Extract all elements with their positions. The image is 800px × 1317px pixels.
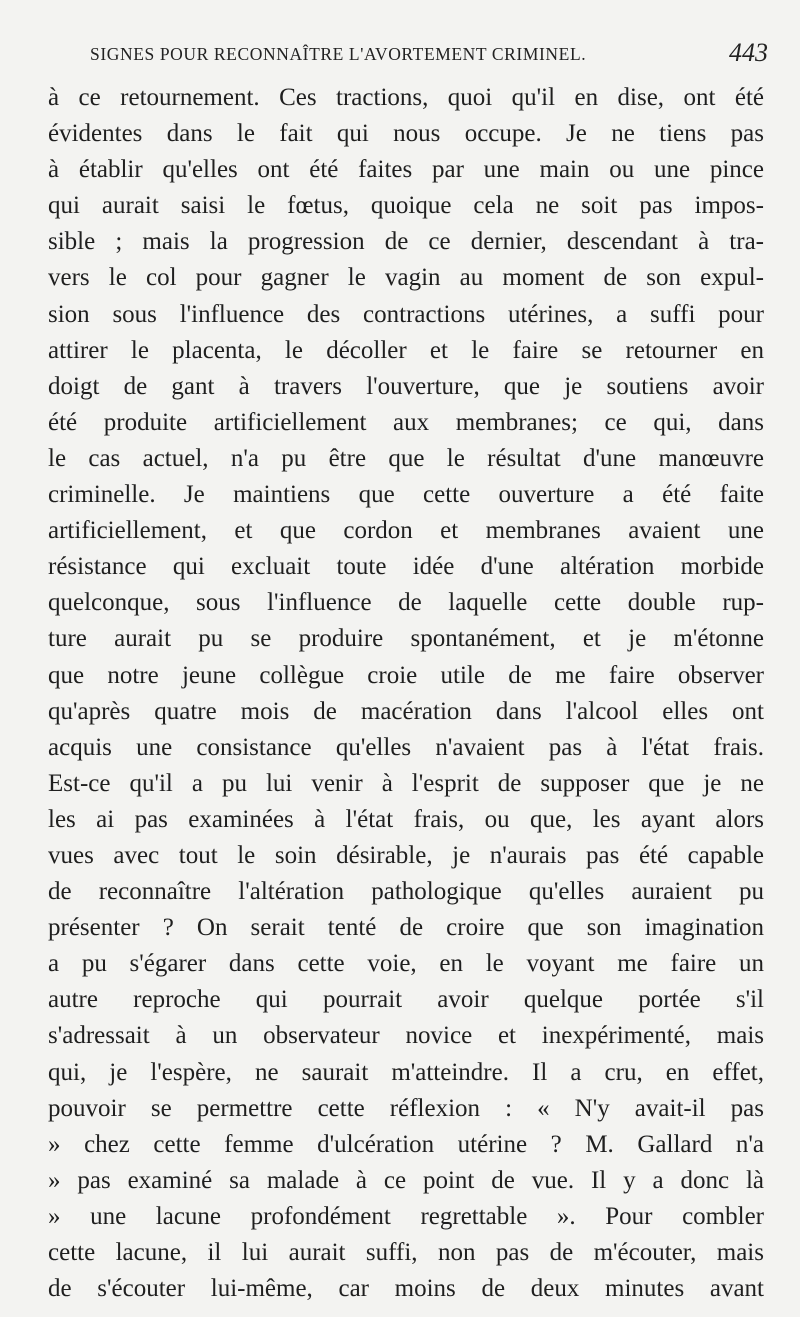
running-head (90, 40, 770, 70)
text-line: » chez cette femme d'ulcération utérine ? M. Gallard n'a (48, 1130, 764, 1158)
text-line: » une lacune profondément regrettable ». Pour combler (48, 1202, 764, 1230)
text-line: doigt de gant à travers l'ouverture, que je soutiens avoir (48, 372, 764, 400)
text-line: présenter ? On serait tenté de croire que son imagination (48, 914, 764, 942)
text-line: » pas examiné sa malade à ce point de vue. Il y a donc là (48, 1166, 764, 1194)
text-line: Est-ce qu'il a pu lui venir à l'esprit de supposer que je ne (48, 769, 764, 797)
text-line: autre reproche qui pourrait avoir quelque portée s'il (48, 986, 764, 1014)
text-line: les ai pas examinées à l'état frais, ou que, les ayant alors (48, 805, 764, 833)
text-line: vues avec tout le soin désirable, je n'aurais pas été capable (48, 841, 764, 869)
page-number: 443 (729, 38, 768, 67)
text-line: s'adressait à un observateur novice et inexpérimenté, mais (48, 1022, 764, 1050)
running-title: SIGNES POUR RECONNAÎTRE L'AVORTEMENT CRIMINEL. (90, 44, 587, 64)
text-line: de reconnaître l'altération pathologique qu'elles auraient pu (48, 878, 764, 906)
text-line: acquis une consistance qu'elles n'avaient pas à l'état frais. (48, 733, 764, 761)
text-line: artificiellement, et que cordon et membranes avaient une (48, 517, 764, 545)
text-line: de s'écouter lui-même, car moins de deux minutes avant (48, 1275, 764, 1303)
body-text (48, 80, 764, 1307)
text-line: que notre jeune collègue croie utile de me faire observer (48, 661, 764, 689)
text-line: évidentes dans le fait qui nous occupe. Je ne tiens pas (48, 120, 764, 148)
text-line: vers le col pour gagner le vagin au moment de son expul- (48, 264, 764, 292)
text-line: ture aurait pu se produire spontanément, et je m'étonne (48, 625, 764, 653)
text-line: attirer le placenta, le décoller et le faire se retourner en (48, 336, 764, 364)
text-line: à ce retournement. Ces tractions, quoi qu'il en dise, ont été (48, 84, 764, 111)
text-line: cette lacune, il lui aurait suffi, non pas de m'écouter, mais (48, 1239, 764, 1266)
text-line: pouvoir se permettre cette réflexion : « N'y avait-il pas (48, 1094, 764, 1122)
text-line: qu'après quatre mois de macération dans l'alcool elles ont (48, 697, 764, 725)
text-line: été produite artificiellement aux membranes; ce qui, dans (48, 408, 764, 436)
text-line: qui, je l'espère, ne saurait m'atteindre. Il a cru, en effet, (48, 1058, 764, 1086)
text-line: le cas actuel, n'a pu être que le résultat d'une manœuvre (48, 444, 764, 472)
text-line: sion sous l'influence des contractions utérines, a suffi pour (48, 300, 764, 328)
text-line: quelconque, sous l'influence de laquelle cette double rup- (48, 589, 764, 617)
text-line: sible ; mais la progression de ce dernier, descendant à tra- (48, 228, 764, 256)
text-line: résistance qui excluait toute idée d'une altération morbide (48, 553, 764, 581)
text-line: à établir qu'elles ont été faites par une main ou une pince (48, 156, 764, 184)
text-line: criminelle. Je maintiens que cette ouverture a été faite (48, 481, 764, 509)
text-line: qui aurait saisi le fœtus, quoique cela ne soit pas impos- (48, 192, 764, 220)
text-line: a pu s'égarer dans cette voie, en le voyant me faire un (48, 950, 764, 978)
